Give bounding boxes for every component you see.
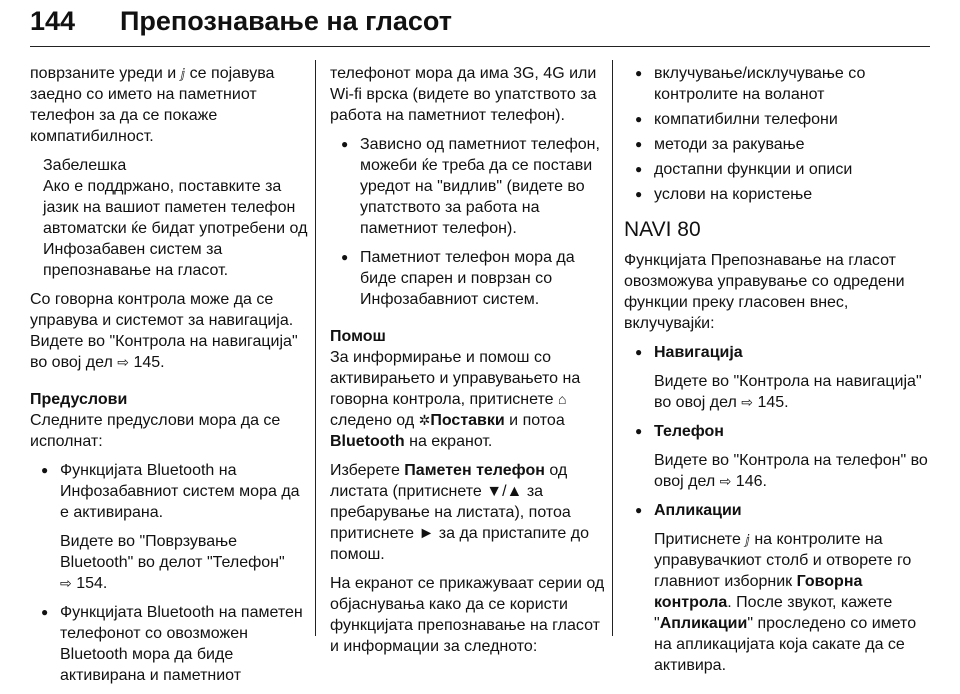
note-text: Ако е поддржано, поставките за јазик на вашиот паметен телефон автоматски ќе бидат употребени од Инфозабавен систем за препознавање на гласот.	[43, 178, 308, 279]
page-header	[30, 6, 452, 37]
list-item: ● компатибилни телефони	[624, 109, 936, 130]
page-reference-link[interactable]: 154.	[76, 575, 108, 592]
voice-control-icon: ⅉ	[745, 532, 750, 547]
list-item-subtext: Видете во "Контрола на телефон" во овој дел ⇨ 146.	[654, 452, 928, 490]
section-heading-prerequisites: Предуслови	[30, 391, 128, 408]
list-item: ● методи за ракување	[624, 134, 936, 155]
column-divider-1	[315, 60, 316, 636]
column-divider-2	[612, 60, 613, 636]
list-item: ● Функцијата Bluetooth на паметен телефонот со овозможен Bluetooth мора да биде активирана и паметниот	[30, 602, 310, 686]
page-reference-icon: ⇨	[117, 354, 129, 370]
voice-functions-list	[624, 342, 936, 676]
item-title-apps: Апликации	[654, 502, 742, 519]
paragraph-help: За информирање и помош со активирањето и управувањето на говорна контрола, притиснете ⌂ следено од ✲Поставки и потоа Bluetooth на екранот.	[330, 349, 581, 450]
paragraph-navigation: Со говорна контрола може да се управува и системот за навигација. Видете во "Контрола на навигација" во овој дел ⇨ 145.	[30, 291, 298, 371]
page-title: Препознавање на гласот	[120, 6, 452, 36]
voice-control-icon: ⅉ	[180, 66, 186, 81]
continued-text: телефонот мора да има 3G, 4G или Wi-fi врска (видете во упатството за работа на паметниот телефон).	[330, 65, 597, 124]
play-icon: ►	[418, 525, 435, 542]
item-title-navigation: Навигација	[654, 344, 743, 361]
list-item-subtext: Притиснете ⅉ на контролите на управувачкиот столб и отворете го главниот изборник Говорна контрола. После звукот, кажете "Апликации" проследено со името на апликацијата која сакате да се активира.	[654, 531, 917, 674]
list-item-subtext: Видете во "Контрола на навигација" во овој дел ⇨ 145.	[654, 373, 922, 411]
item-title-phone: Телефон	[654, 423, 724, 440]
list-item: ● услови на користење	[624, 184, 936, 205]
page-reference-link[interactable]: 146.	[735, 473, 767, 490]
list-item: ● вклучување/исклучување со контролите на воланот	[624, 63, 936, 105]
list-item: ● Зависно од паметниот телефон, можеби ќе треба да се постави уредот на "видлив" (видете во упатството за работа на паметниот телефон).	[330, 134, 610, 239]
column-3	[624, 63, 936, 684]
page-reference-icon: ⇨	[60, 575, 72, 591]
paragraph-explanations: На екранот се прикажуваат серии од објаснувања како да се користи функцијата препознавање на гласот и информации за следното:	[330, 575, 605, 655]
list-item	[624, 421, 936, 492]
help-topics-list	[624, 63, 936, 205]
list-item	[624, 342, 936, 413]
paragraph-connected-devices: поврзаните уреди и ⅉ се појавува заедно со името на паметниот телефон за да се покаже компатибилност.	[30, 65, 275, 145]
note-box	[30, 155, 310, 281]
list-item-subtext: Видете во "Поврзување Bluetooth" во делот "Телефон" ⇨ 154.	[60, 533, 285, 592]
list-item: ● Функцијата Bluetooth на Инфозабавниот систем мора да е активирана. Видете во "Поврзување Bluetooth" во делот "Телефон" ⇨ 154.	[30, 460, 310, 594]
page-reference-icon: ⇨	[719, 473, 732, 489]
header-rule	[30, 46, 930, 47]
list-item	[624, 500, 936, 676]
navi-intro: Функцијата Препознавање на гласот овозможува управување со одредени функции преку гласовен внес, вклучувајќи:	[624, 252, 905, 332]
arrow-down-up-icon: ▼/▲	[486, 483, 523, 500]
page-reference-link[interactable]: 145.	[133, 354, 165, 371]
note-title: Забелешка	[43, 157, 127, 174]
section-heading-navi80: NAVI 80	[624, 218, 701, 241]
column-2	[330, 63, 610, 665]
list-item: ● Паметниот телефон мора да биде спарен и поврзан со Инфозабавниот систем.	[330, 247, 610, 310]
column-1	[30, 63, 310, 694]
list-item: ● достапни функции и описи	[624, 159, 936, 180]
prerequisites-list-cont	[330, 134, 610, 310]
paragraph-select-phone: Изберете Паметен телефон од листата (притиснете ▼/▲ за пребарување на листата), потоа притиснете ► за да пристапите до помош.	[330, 462, 589, 563]
prerequisites-intro: Следните предуслови мора да се исполнат:	[30, 412, 281, 450]
page-number: 144	[30, 6, 76, 36]
prerequisites-list	[30, 460, 310, 686]
home-icon: ⌂	[557, 391, 567, 407]
gear-icon: ✲	[418, 412, 431, 428]
page-reference-link[interactable]: 145.	[757, 394, 789, 411]
section-heading-help: Помош	[330, 328, 386, 345]
page-reference-icon: ⇨	[741, 394, 753, 410]
